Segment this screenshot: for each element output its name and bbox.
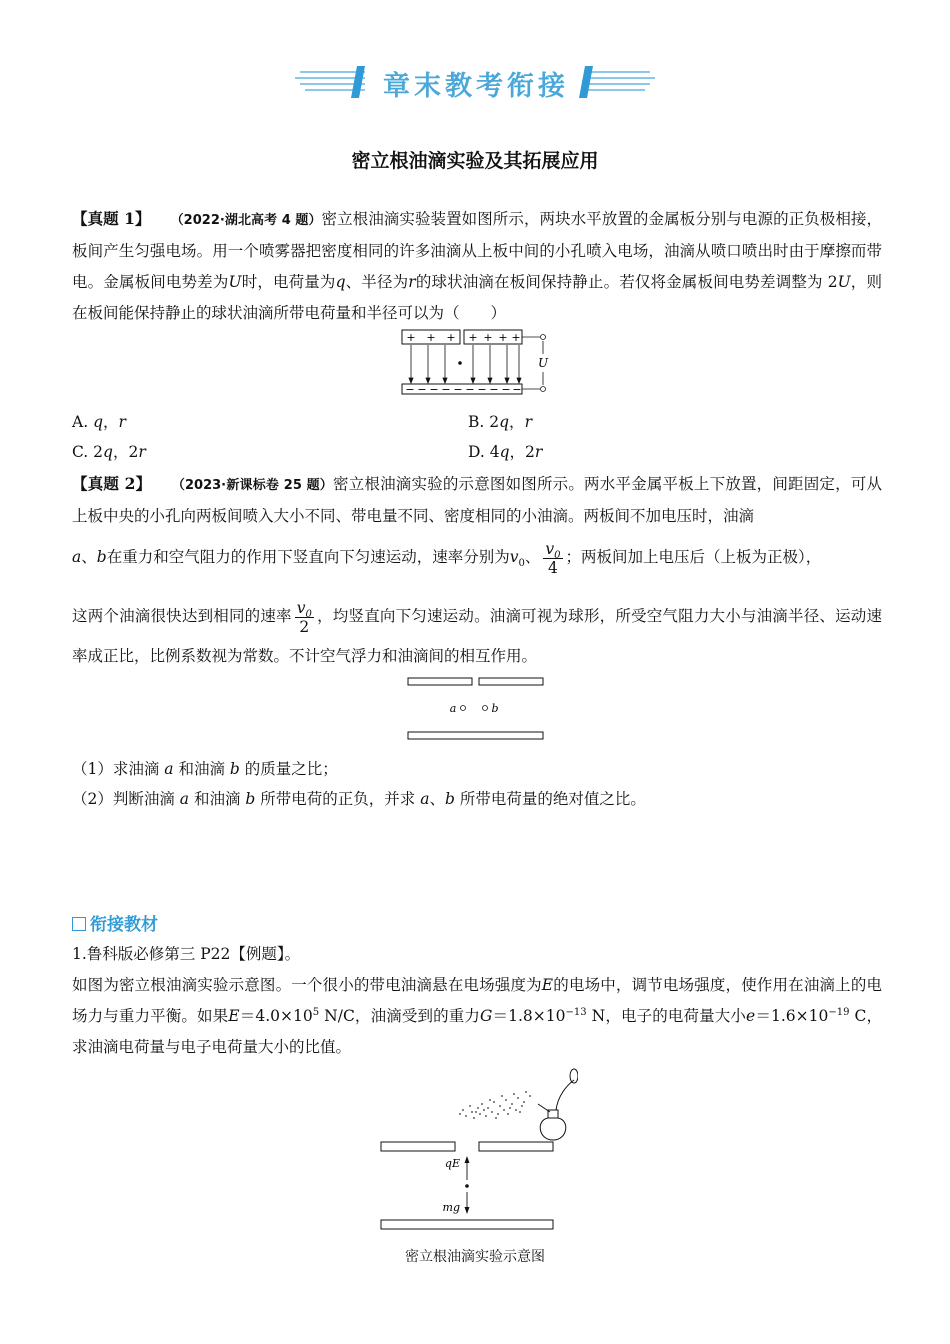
plus-sign: +: [511, 331, 521, 344]
minus-sign: −: [489, 383, 499, 396]
oil-drops-plates-figure: [405, 676, 547, 742]
sub-question-1: （1）求油滴 a 和油滴 b 的质量之比；: [72, 760, 338, 778]
minus-sign: −: [417, 383, 427, 396]
question-2-tag: 【真题 2】: [72, 474, 152, 493]
minus-sign: −: [429, 383, 439, 396]
fraction-v0-over-4: $\frac{v_0}{4}$: [545, 539, 561, 577]
oil-drop-b: [483, 706, 488, 711]
drop-b-label: b: [491, 702, 499, 715]
minus-sign: −: [465, 383, 475, 396]
minus-sign: −: [477, 383, 487, 396]
electric-force-label: qE: [444, 1157, 460, 1170]
atomizer-bottle: [538, 1069, 578, 1140]
drop-a-label: a: [449, 702, 457, 715]
question-2-line: a、b在重力和空气阻力的作用下竖直向下匀速运动，速率分别为$v_0$、 $\frac{v_0}{4}$ ；两板间加上电压后（上板为正极），: [72, 539, 822, 577]
option-c[interactable]: C. 2q，2r: [72, 443, 146, 461]
minus-sign: −: [441, 383, 451, 396]
section-heading: 衔接教材: [72, 910, 158, 935]
question-1-tag: 【真题 1】: [72, 209, 151, 228]
plus-sign: +: [446, 331, 456, 344]
question-2-text: 【真题 2】 （2023·新课标卷 25 题）密立根油滴实验的示意图如图所示。两水平金属平板上下放置，间距固定，可从上板中央的小孔向两板间喷入大小不同、带电量不同、密度相同的小油滴。两板间不加电压时，油滴: [72, 474, 882, 525]
voltage-label: U: [537, 356, 549, 370]
fraction-v0-over-2: $\frac{v_0}{2}$: [296, 598, 312, 636]
minus-sign: −: [453, 383, 463, 396]
question-2-line: 这两个油滴很快达到相同的速率 $\frac{v_0}{2}$ ，均竖直向下匀速运动。油滴可视为球形，所受空气阻力大小与油滴半径、运动速率成正比，比例系数视为常数。不计空气浮力和油滴间的相互作用。: [72, 598, 882, 665]
question-1-source: （2022·湖北高考 4 题）: [170, 213, 322, 228]
textbook-item-title: 1.鲁科版必修第三 P22【例题】。: [72, 945, 301, 963]
option-b[interactable]: B. 2q，r: [468, 413, 532, 431]
textbook-example-text: 如图为密立根油滴实验示意图。一个很小的带电油滴悬在电场强度为E的电场中，调节电场强度，使作用在油滴上的电场力与重力平衡。如果$E=4.0\times 10^5$ N/C，油滴受到的重力$G=1.8\times 10^{-13}$ N，电子的电荷量大小$e=1.6\times 10^{-19}$ C，求油滴电荷量与电子电荷量大小的比值。: [72, 976, 882, 1056]
oil-drop: [465, 1184, 469, 1188]
oil-drop-a: [461, 706, 466, 711]
sub-question-2: （2）判断油滴 a 和油滴 b 所带电荷的正负，并求 a、b 所带电荷量的绝对值之比。: [72, 790, 646, 808]
plus-sign: +: [483, 331, 493, 344]
oil-drop: [458, 361, 462, 365]
minus-sign: −: [405, 383, 415, 396]
document-title: 密立根油滴实验及其拓展应用: [351, 150, 599, 172]
plus-sign: +: [426, 331, 436, 344]
option-a[interactable]: A. q，r: [72, 413, 126, 431]
option-d[interactable]: D. 4q，2r: [468, 443, 543, 461]
checkbox-icon: [72, 917, 86, 931]
banner-title: 章末教考衔接: [383, 71, 569, 102]
question-2-source: （2023·新课标卷 25 题）: [171, 478, 333, 493]
question-1-text: 【真题 1】 （2022·湖北高考 4 题）密立根油滴实验装置如图所示，两块水平放置的金属板分别与电源的正负极相接，板间产生匀强电场。用一个喷雾器把密度相同的许多油滴从上板中间的小孔喷入电场，油滴从喷口喷出时由于摩擦而带电。金属板间电势差为U时，电荷量为q、半径为r的球状油滴在板间保持静止。若仅将金属板间电势差调整为 2U，则在板间能保持静止的球状油滴所带电荷量和半径可以为（ ）: [72, 209, 882, 322]
spray-droplets: [459, 1091, 531, 1119]
plus-sign: +: [498, 331, 508, 344]
millikan-plates-figure: [398, 326, 558, 398]
atomizer-experiment-figure: [378, 1066, 578, 1234]
gravity-label: mg: [442, 1201, 460, 1214]
minus-sign: −: [501, 383, 511, 396]
figure-caption: 密立根油滴实验示意图: [405, 1249, 545, 1265]
plus-sign: +: [406, 331, 416, 344]
plus-sign: +: [468, 331, 478, 344]
minus-sign: −: [512, 383, 522, 396]
